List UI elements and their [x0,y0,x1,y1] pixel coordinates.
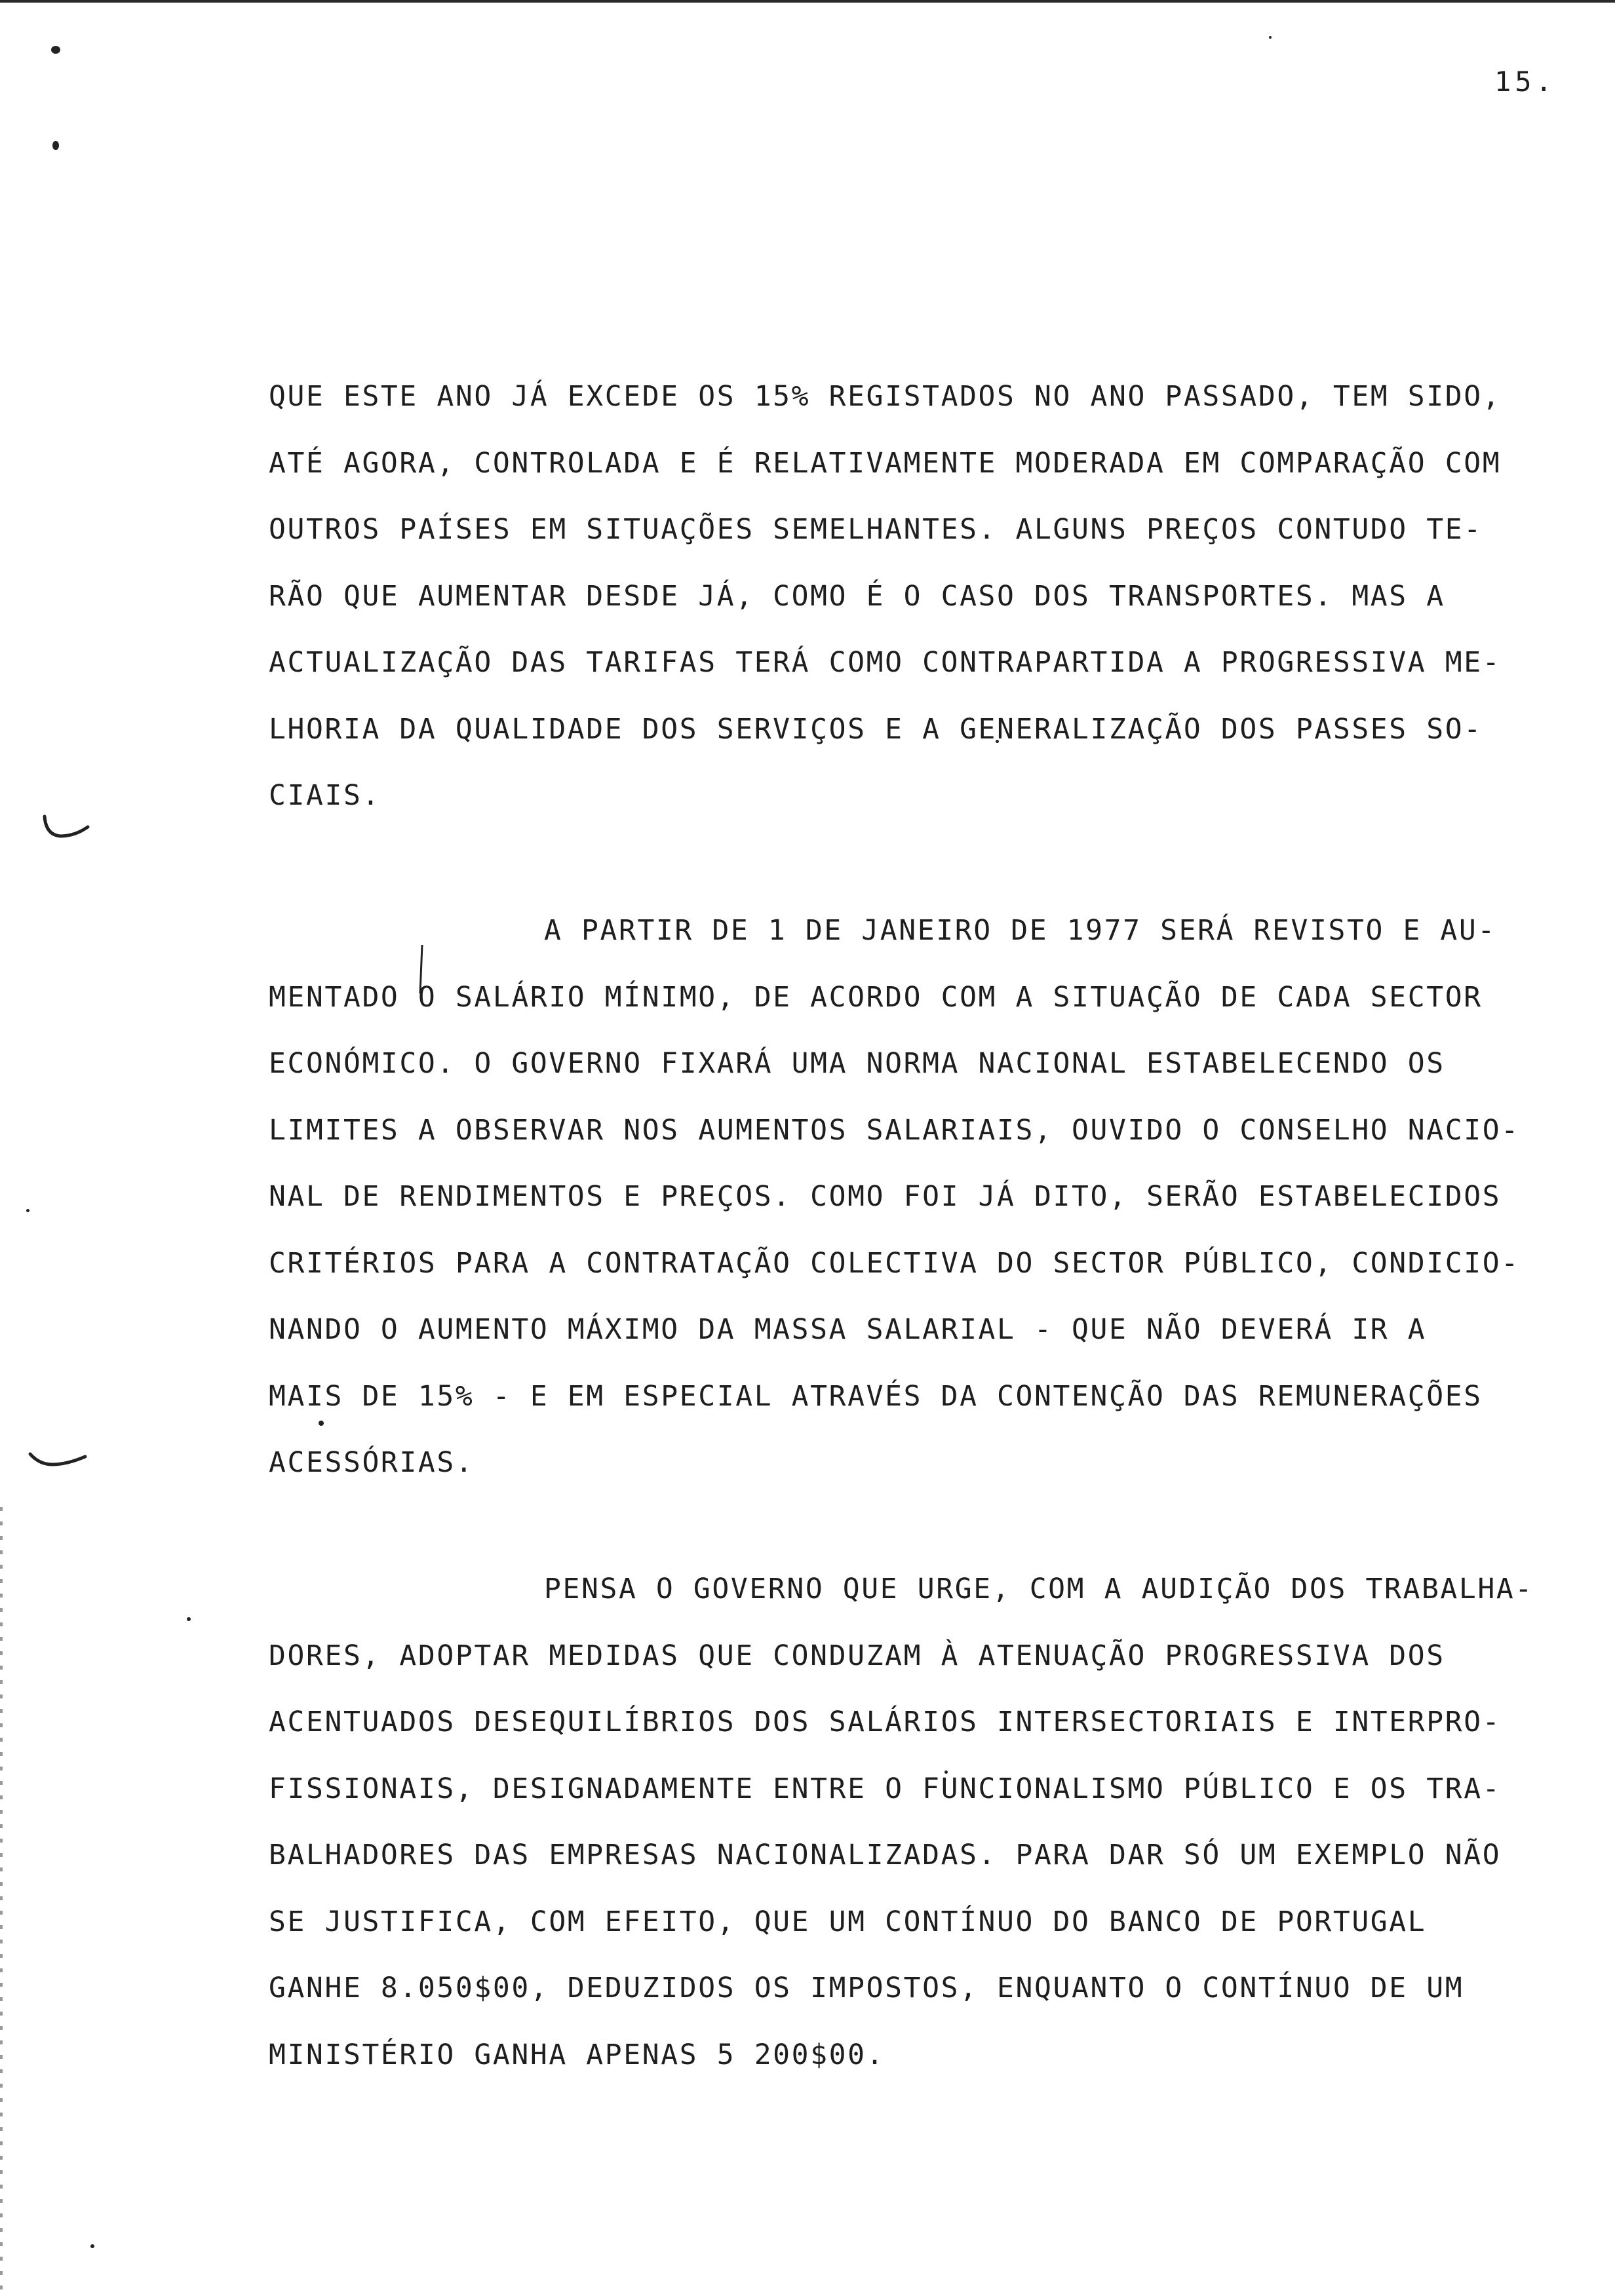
text-line: ACESSÓRIAS. [269,1446,475,1479]
text-line: CRITÉRIOS PARA A CONTRATAÇÃO COLECTIVA DO SECTOR PÚBLICO, CONDICIO- [269,1246,1520,1280]
text-line: MENTADO O SALÁRIO MÍNIMO, DE ACORDO COM A SITUAÇÃO DE CADA SECTOR [269,980,1483,1014]
text-line: RÃO QUE AUMENTAR DESDE JÁ, COMO É O CASO DOS TRANSPORTES. MAS A [269,579,1445,613]
scan-speck [187,1617,191,1621]
text-line: LIMITES A OBSERVAR NOS AUMENTOS SALARIAIS, OUVIDO O CONSELHO NACIO- [269,1113,1520,1147]
text-line: SE JUSTIFICA, COM EFEITO, QUE UM CONTÍNUO DO BANCO DE PORTUGAL [269,1905,1427,1938]
paragraph-1 [269,364,1573,830]
margin-check-mark [41,813,93,845]
text-line: ACENTUADOS DESEQUILÍBRIOS DOS SALÁRIOS INTERSECTORIAIS E INTERPRO- [269,1706,1502,1738]
text-line: PENSA O GOVERNO QUE URGE, COM A AUDIÇÃO DOS TRABALHA- [544,1573,1534,1605]
text-line: MAIS DE 15% - E EM ESPECIAL ATRAVÉS DA CONTENÇÃO DAS REMUNERAÇÕES [269,1379,1483,1413]
text-line: A PARTIR DE 1 DE JANEIRO DE 1977 SERÁ REVISTO E AU- [544,914,1496,947]
text-line: CIAIS. [269,779,381,812]
page-number: 15. [1494,66,1556,98]
top-border-rule [0,0,1615,3]
text-line: QUE ESTE ANO JÁ EXCEDE OS 15% REGISTADOS NO ANO PASSADO, TEM SIDO, [269,380,1502,413]
paragraph-3 [269,1556,1573,2088]
text-line: ATÉ AGORA, CONTROLADA E É RELATIVAMENTE MODERADA EM COMPARAÇÃO COM [269,446,1502,480]
text-line: BALHADORES DAS EMPRESAS NACIONALIZADAS. PARA DAR SÓ UM EXEMPLO NÃO [269,1839,1502,1871]
scan-speck [51,46,60,54]
text-line: ECONÓMICO. O GOVERNO FIXARÁ UMA NORMA NACIONAL ESTABELECENDO OS [269,1047,1445,1080]
text-line: OUTROS PAÍSES EM SITUAÇÕES SEMELHANTES. ALGUNS PREÇOS CONTUDO TE- [269,513,1483,546]
margin-check-mark [26,1445,92,1478]
text-line: LHORIA DA QUALIDADE DOS SERVIÇOS E A GENERALIZAÇÃO DOS PASSES SO- [269,712,1483,746]
text-line: MINISTÉRIO GANHA APENAS 5 200$00. [269,2038,885,2071]
text-line: FISSIONAIS, DESIGNADAMENTE ENTRE O FUNCIONALISMO PÚBLICO E OS TRA- [269,1772,1502,1805]
text-line: ACTUALIZAÇÃO DAS TARIFAS TERÁ COMO CONTRAPARTIDA A PROGRESSIVA ME- [269,646,1502,679]
text-line: NAL DE RENDIMENTOS E PREÇOS. COMO FOI JÁ DITO, SERÃO ESTABELECIDOS [269,1180,1502,1213]
text-line: NANDO O AUMENTO MÁXIMO DA MASSA SALARIAL - QUE NÃO DEVERÁ IR A [269,1313,1427,1346]
scan-speck [52,141,59,150]
scan-speck [90,2244,94,2248]
text-line: GANHE 8.050$00, DEDUZIDOS OS IMPOSTOS, ENQUANTO O CONTÍNUO DE UM [269,1972,1464,2004]
text-line: DORES, ADOPTAR MEDIDAS QUE CONDUZAM À ATENUAÇÃO PROGRESSIVA DOS [269,1639,1445,1672]
scan-edge-artifact [0,1507,3,2293]
paragraph-2 [269,898,1573,1497]
scan-speck [1269,36,1272,39]
scan-speck [26,1209,29,1212]
